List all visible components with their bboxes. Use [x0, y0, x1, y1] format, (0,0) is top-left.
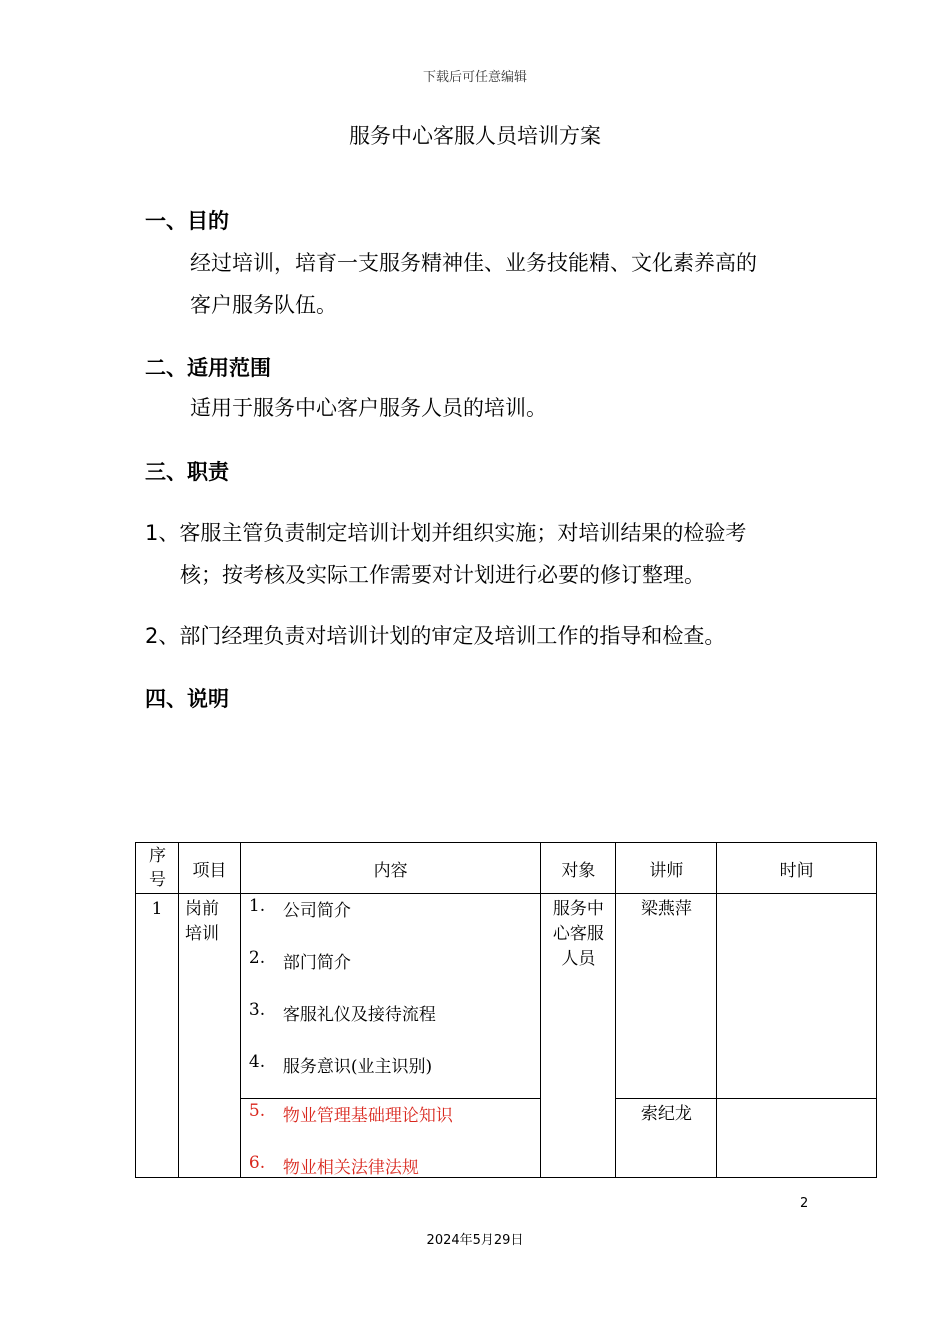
header-item: 项目: [178, 843, 240, 894]
page-number: 2: [800, 1196, 809, 1211]
cell-seq: 1: [136, 894, 179, 1178]
section-3-item-1-line-1: 1、客服主管负责制定培训计划并组织实施；对培训结果的检验考: [145, 521, 747, 545]
section-1-line-1: 经过培训，培育一支服务精神佳、业务技能精、文化素养高的: [190, 251, 757, 275]
section-2-text: 适用于服务中心客户服务人员的培训。: [190, 396, 547, 420]
document-title: 服务中心客服人员培训方案: [349, 124, 601, 148]
cell-lecturer-2: 索纪龙: [616, 1099, 717, 1178]
header-target: 对象: [541, 843, 616, 894]
section-1-heading: 一、目的: [145, 209, 229, 233]
cell-lecturer-1: 梁燕萍: [616, 894, 717, 1099]
list-item: 3. 客服礼仪及接待流程: [248, 1000, 436, 1025]
list-item: 1. 公司简介: [248, 896, 351, 921]
section-3-item-2: 2、部门经理负责对培训计划的审定及培训工作的指导和检查。: [145, 624, 726, 648]
section-4-heading: 四、说明: [145, 687, 229, 711]
header-lecturer: 讲师: [616, 843, 717, 894]
cell-time-2: [717, 1099, 877, 1178]
cell-time-1: [717, 894, 877, 1099]
header-content: 内容: [240, 843, 541, 894]
list-item: 2. 部门简介: [248, 948, 351, 973]
section-3-heading: 三、职责: [145, 460, 229, 484]
header-time: 时间: [717, 843, 877, 894]
section-3-item-1-line-2: 核；按考核及实际工作需要对计划进行必要的修订整理。: [180, 563, 705, 587]
header-seq: 序号: [136, 843, 179, 894]
table-row: [136, 1099, 877, 1178]
list-item: 6. 物业相关法律法规: [248, 1153, 419, 1178]
table-header-row: [136, 843, 877, 894]
cell-content-group-1: [240, 894, 541, 1099]
training-plan-table: [135, 842, 877, 1178]
table-row: [136, 894, 877, 1099]
cell-target: 服务中心客服人员: [541, 894, 616, 1178]
list-item: 4. 服务意识(业主识别): [248, 1052, 433, 1077]
section-1-line-2: 客户服务队伍。: [190, 293, 337, 317]
cell-content-group-2: [240, 1099, 541, 1178]
list-item: 5. 物业管理基础理论知识: [248, 1101, 453, 1126]
footer-date: 2024年5月29日: [426, 1233, 524, 1248]
header-note: 下载后可任意编辑: [422, 70, 527, 85]
cell-item: 岗前培训: [178, 894, 240, 1178]
section-2-heading: 二、适用范围: [145, 356, 271, 380]
